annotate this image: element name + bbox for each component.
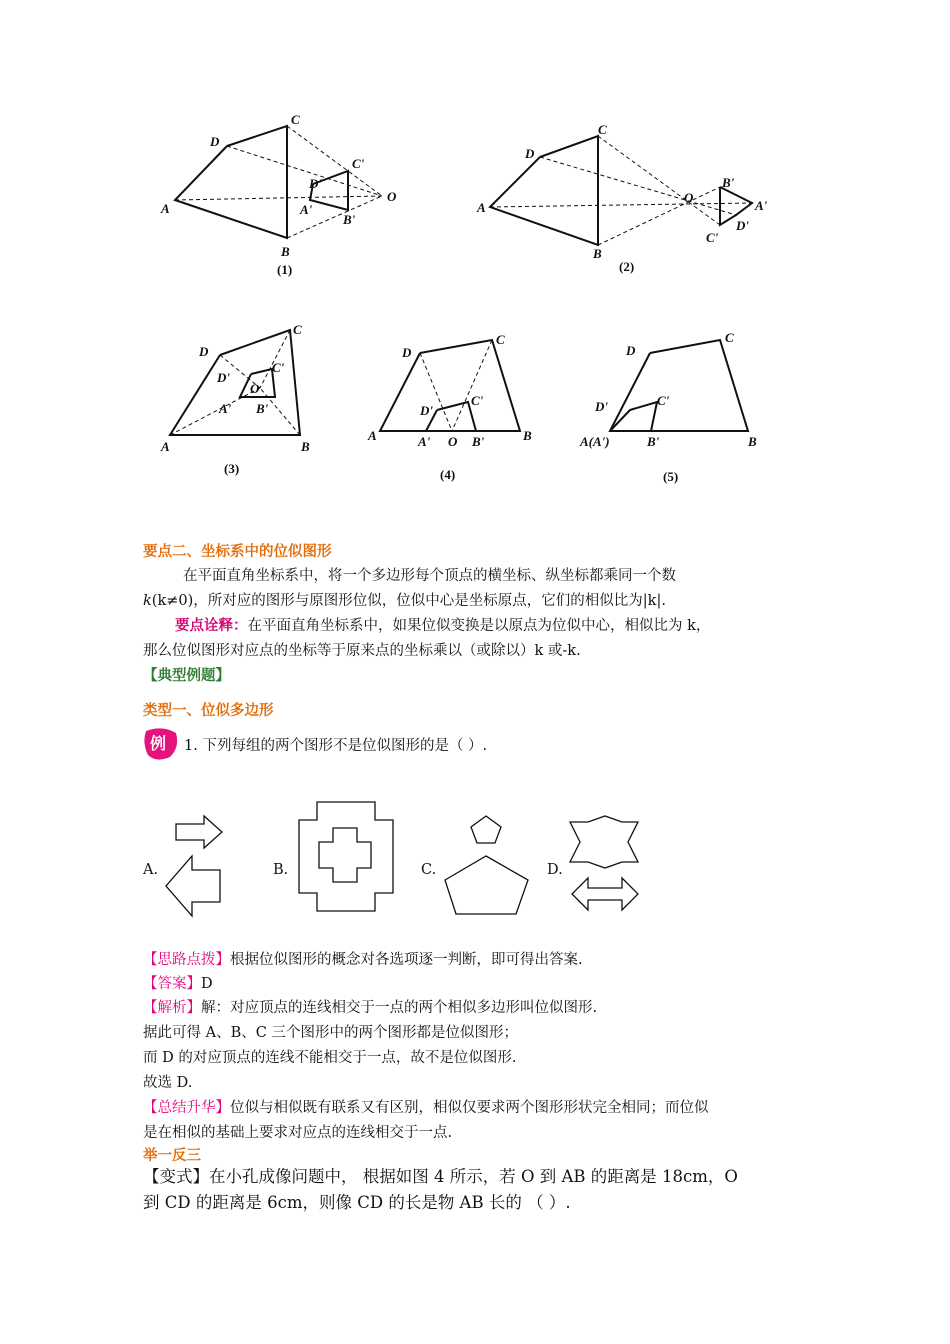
fig1-caption: (1) — [277, 262, 293, 277]
section2-para-line1: 在平面直角坐标系中，将一个多边形每个顶点的横坐标、纵坐标都乘同一个数 — [183, 568, 676, 584]
label-C1: C' — [657, 393, 670, 408]
para-line2-rest: ，所对应的图形与原图形位似，位似中心是坐标原点，它们的相似比为 — [193, 593, 643, 609]
figure-1 — [155, 110, 405, 285]
para-line2-end: . — [661, 593, 666, 609]
label-C1: C' — [471, 393, 484, 408]
summary-text: 位似与相似既有联系又有区别，相似仅要求两个图形形状完全相同；而位似 — [230, 1100, 709, 1116]
label-C: C — [293, 322, 302, 337]
label-A: A — [368, 428, 377, 443]
note-line2: 那么位似图形对应点的坐标等于原来点的坐标乘以（或除以）k 或-k. — [143, 643, 581, 659]
example-badge — [142, 727, 182, 761]
label-O: O — [684, 190, 694, 205]
label-D1: D' — [420, 403, 433, 418]
label-D1: D' — [217, 370, 230, 385]
type1-title: 类型一、位似多边形 — [143, 702, 274, 719]
option-d-figure — [566, 812, 644, 920]
option-b-label: B. — [273, 862, 289, 878]
variant-line2: 到 CD 的距离是 6cm，则像 CD 的长是物 AB 长的 （ ）. — [143, 1193, 571, 1212]
label-B: B — [523, 428, 532, 443]
figure-5 — [575, 325, 770, 490]
label-B: B — [281, 244, 290, 259]
figure-2 — [470, 115, 790, 285]
example-badge-text: 例 — [150, 734, 167, 753]
hint-label: 【思路点拨】 — [143, 952, 230, 968]
variant-line1 — [143, 1167, 738, 1187]
hint-text: 根据位似图形的概念对各选项逐一判断，即可得出答案. — [230, 952, 583, 968]
summary-line2: 是在相似的基础上要求对应点的连线相交于一点. — [143, 1125, 453, 1141]
section2-para-line2 — [143, 591, 666, 611]
label-A1: A' — [418, 434, 431, 449]
label-D1: D' — [736, 218, 749, 233]
label-C: C — [291, 112, 300, 127]
figure-3 — [155, 320, 325, 485]
analysis-line — [143, 998, 597, 1018]
section2-title: 要点二、坐标系中的位似图形 — [143, 543, 332, 560]
label-C1: C' — [272, 360, 285, 375]
label-D: D — [199, 344, 209, 359]
variant-label: 【变式】 — [143, 1167, 209, 1186]
note-label: 要点诠释： — [175, 617, 248, 634]
label-A: A — [477, 200, 486, 215]
label-B: B — [593, 246, 602, 261]
answer-text: D — [201, 976, 213, 992]
label-C: C — [725, 330, 734, 345]
figure-4 — [360, 325, 545, 490]
label-D: D — [626, 343, 636, 358]
example1-question: 1. 下列每组的两个图形不是位似图形的是（ ）. — [184, 738, 488, 754]
label-D: D — [210, 134, 220, 149]
label-D: D — [402, 345, 412, 360]
label-C1: C' — [706, 230, 719, 245]
note-text1: 在平面直角坐标系中，如果位似变换是以原点为位似中心，相似比为 k， — [247, 618, 711, 634]
option-d-label: D. — [547, 862, 563, 878]
option-c-label: C. — [421, 862, 437, 878]
label-B: B — [748, 434, 757, 449]
analysis-text: 解：对应顶点的连线相交于一点的两个相似多边形叫位似图形. — [201, 1000, 598, 1016]
summary-line — [143, 1098, 709, 1118]
label-A: A — [161, 439, 170, 454]
practice-title: 举一反三 — [143, 1147, 201, 1164]
fig2-caption: (2) — [619, 259, 635, 274]
label-B1: B' — [256, 401, 269, 416]
summary-label: 【总结升华】 — [143, 1100, 230, 1116]
label-O: O — [250, 381, 260, 396]
hint-line — [143, 950, 583, 970]
label-O: O — [448, 434, 458, 449]
label-C: C — [496, 332, 505, 347]
label-B1: B' — [722, 175, 735, 190]
fig3-caption: (3) — [224, 461, 240, 476]
note-line1 — [175, 616, 710, 636]
fig4-caption: (4) — [440, 467, 456, 482]
fig5-caption: (5) — [663, 469, 679, 484]
label-A-A1: A(A') — [580, 434, 610, 449]
label-D1: D' — [309, 176, 322, 191]
analysis-label: 【解析】 — [143, 1000, 201, 1016]
option-c-figure — [440, 812, 540, 920]
answer-label: 【答案】 — [143, 976, 201, 992]
label-A: A — [161, 201, 170, 216]
label-B1: B' — [343, 212, 356, 227]
label-A1: A' — [300, 202, 313, 217]
k-var: k — [143, 593, 152, 609]
label-A1: A' — [755, 198, 768, 213]
label-C1: C' — [352, 156, 365, 171]
label-O: O — [387, 189, 397, 204]
analysis-line2: 据此可得 A、B、C 三个图形中的两个图形都是位似图形； — [143, 1025, 518, 1041]
analysis-line4: 故选 D. — [143, 1075, 193, 1091]
option-a-figure — [160, 812, 230, 920]
label-D1: D' — [595, 399, 608, 414]
label-A1: A' — [219, 401, 232, 416]
k-cond: (k≠0) — [151, 593, 194, 609]
label-C: C — [598, 122, 607, 137]
answer-line — [143, 974, 213, 994]
examples-header: 【典型例题】 — [143, 667, 230, 684]
label-D: D — [525, 146, 535, 161]
variant-text1: 在小孔成像问题中， 根据如图 4 所示，若 O 到 AB 的距离是 18cm，O — [209, 1167, 738, 1186]
label-B1: B' — [647, 434, 660, 449]
option-b-figure — [293, 798, 403, 916]
label-B: B — [301, 439, 310, 454]
abs-k: |k| — [642, 593, 662, 609]
label-B1: B' — [472, 434, 485, 449]
analysis-line3: 而 D 的对应顶点的连线不能相交于一点，故不是位似图形. — [143, 1050, 517, 1066]
option-a-label: A. — [143, 862, 159, 878]
